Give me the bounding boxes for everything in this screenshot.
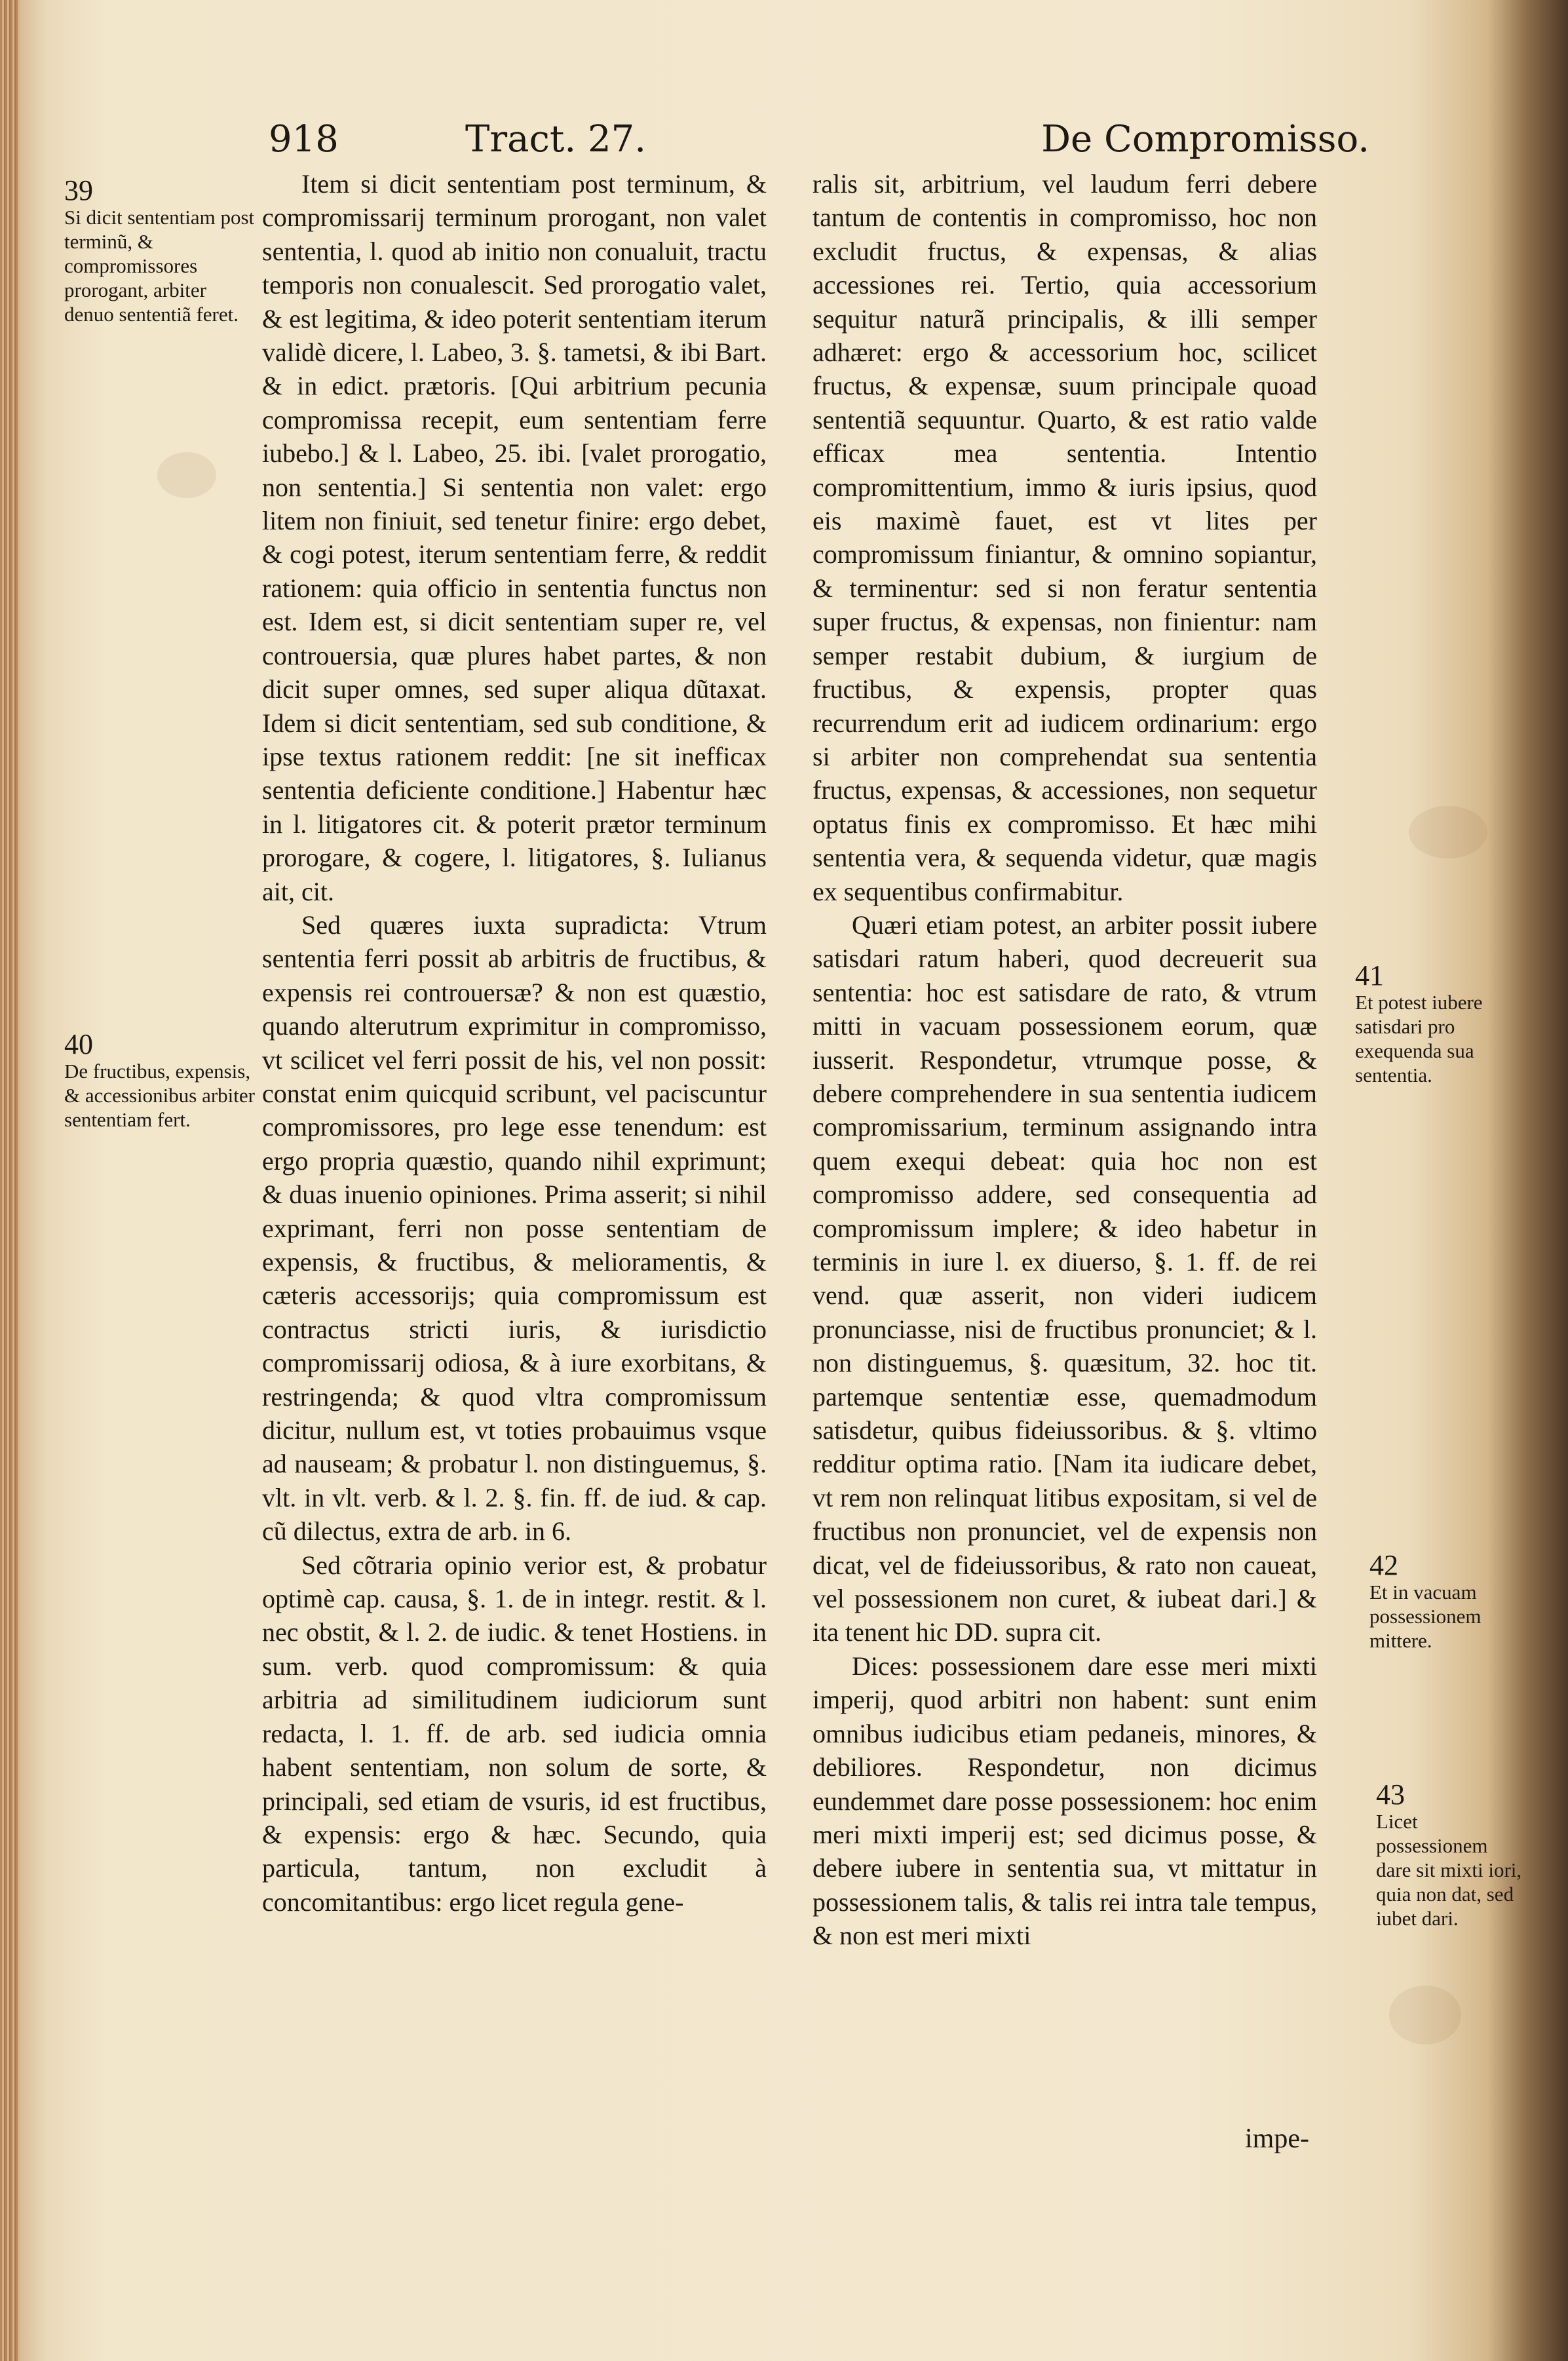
paragraph: Dices: possessionem dare esse meri mixti imperij, quod arbitri non habent: sunt enim omnibus iudicibus etiam pedaneis, minores, & debiliores. Respondetur, non dicimus eundemmet dare posse possessionem: hoc enim meri mixti imperij est; sed dicimus posse, & debere iubere in sententia sua, vt mittatur in possessionem talis, & talis rei intra tale tempus, & non est meri mixti: [813, 1651, 1317, 1951]
margin-note-text: Si dicit sententiam post terminũ, & compromissores prorogant, arbiter denuo sententiã feret.: [64, 206, 255, 326]
margin-note-43: [1376, 1778, 1527, 1930]
right-column: [813, 167, 1317, 1953]
paragraph: Sed cõtraria opinio verior est, & probatur optimè cap. causa, §. 1. de in integr. restit. & l. nec obstit, & l. 2. de iudic. & tenet Hostiens. in sum. verb. quod compromissum: & quia arbitria ad similitudinem iudiciorum sunt redacta, l. 1. ff. de arb. sed iudicia omnia habent sententiam, non solum de sorte, & principali, sed etiam de vsuris, id est fructibus, & expensis: ergo & hæc. Secundo, quia particula, tantum, non excludit à concomitantibus: ergo licet regula gene-: [262, 1550, 767, 1917]
page-number: 918: [269, 118, 339, 161]
margin-note-number: 43: [1376, 1778, 1405, 1811]
running-head: [269, 118, 1369, 170]
margin-note-number: 42: [1369, 1549, 1398, 1581]
stain: [1409, 806, 1487, 858]
paragraph: Quæri etiam potest, an arbiter possit iubere satisdari ratum haberi, quod decreuerit sua sententia: hoc est satisdare de rato, & vtrum mitti in vacuam possessionem eorum, quæ iusserit. Respondetur, vtrumque posse, & debere comprehendere in sua sententia iudicem compromissarium, terminum assignando intra quem exequi debeat: quia hoc non est compromisso addere, sed consequentia ad compromissum implere; & ideo habetur in terminis in iure l. ex diuerso, §. 1. ff. de rei vend. quæ asserit, non videri iudicem pronunciasse, nisi de fructibus pronunciet; & l. non distinguemus, §. quæsitum, 32. hoc tit. partemque sententiæ esse, quemadmodum satisdetur, quibus fideiussoribus. & §. vltimo redditur optima ratio. [Nam ita iudicare debet, vt rem non relinquat litibus expositam, si vel de fructibus non pronunciet, vel de expensis non dicat, vel de fideiussoribus, & rato non caueat, vel possessionem non curet, & iubeat dari.] & ita tenent hic DD. supra cit.: [813, 910, 1317, 1647]
margin-note-number: 41: [1355, 959, 1384, 991]
catchword: impe-: [1245, 2124, 1309, 2154]
margin-note-number: 39: [64, 174, 93, 206]
margin-note-text: Licet possessionem dare sit mixti iori, quia non dat, sed iubet dari.: [1376, 1810, 1522, 1930]
page-edge: [0, 0, 20, 2361]
margin-note-40: [64, 1028, 261, 1132]
paragraph: ralis sit, arbitrium, vel laudum ferri debere tantum de contentis in compromisso, hoc non excludit fructus, & expensas, & alias accessiones rei. Tertio, quia accessorium sequitur naturã principalis, & illi semper adhæret: ergo & accessorium hoc, scilicet fructus, & expensæ, suum principale quoad sententiã sequuntur. Quarto, & est ratio valde efficax mea sententia. Intentio compromittentium, immo & iuris ipsius, quod eis maximè fauet, est vt lites per compromissum finiantur, & omnino sopiantur, & terminentur: sed si non feratur sententia super fructus, & expensas, non finientur: nam semper restabit dubium, & iurgium de fructibus, & expensis, propter quas recurrendum erit ad iudicem ordinarium: ergo si arbiter non comprehendat sua sententia fructus, expensas, & accessiones, non sequetur optatus finis ex compromisso. Et hæc mihi sententia vera, & sequenda videtur, quæ magis ex sequentibus confirmabitur.: [813, 169, 1317, 906]
margin-note-text: Et in vacuam possessionem mittere.: [1369, 1581, 1482, 1652]
margin-note-39: [64, 174, 261, 326]
margin-note-text: De fructibus, expensis, & accessionibus arbiter sententiam fert.: [64, 1060, 255, 1131]
margin-note-42: [1369, 1549, 1527, 1653]
margin-note-41: [1355, 959, 1512, 1087]
running-title: De Compromisso.: [1041, 118, 1369, 161]
margin-note-text: Et potest iubere satisdari pro exequenda sua sententia.: [1355, 991, 1483, 1086]
stain: [157, 452, 216, 498]
tract-label: Tract. 27.: [465, 118, 647, 161]
paragraph: Item si dicit sententiam post terminum, & compromissarij terminum prorogant, non valet sententia, l. quod ab initio non conualuit, tractu temporis non conualescit. Sed prorogatio valet, & est legitima, & ideo poterit sententiam iterum validè dicere, l. Labeo, 3. §. tametsi, & ibi Bart. & in edict. prætoris. [Qui arbitrium pecunia compromissa recepit, eum sententiam ferre iubebo.] & l. Labeo, 25. ibi. [valet prorogatio, non sententia.] Si sententia non valet: ergo litem non finiuit, sed tenetur finire: ergo debet, & cogi potest, iterum sententiam ferre, & reddit rationem: quia officio in sententia functus non est. Idem est, si dicit sententiam super re, vel controuersia, quæ plures habet partes, & non dicit super omnes, sed super aliqua dũtaxat. Idem si dicit sententiam, sed sub conditione, & ipse textus rationem reddit: [ne sit inefficax sententia deficiente conditione.] Habentur hæc in l. litigatores cit. & poterit prætor terminum prorogare, & cogere, l. litigatores, §. Iulianus ait, cit.: [262, 169, 767, 906]
left-column: [262, 167, 767, 1919]
stain: [1389, 1986, 1461, 2044]
margin-note-number: 40: [64, 1028, 93, 1060]
paragraph: Sed quæres iuxta supradicta: Vtrum sententia ferri possit ab arbitris de fructibus, & expensis rei controuersæ? & non est quæstio, quando alterutrum exprimitur in compromisso, vt scilicet vel ferri possit de his, vel non possit: constat enim quicquid scribunt, vel paciscuntur compromissores, pro lege esse tenendum: est ergo propria quæstio, quando nihil exprimunt; & duas inuenio opiniones. Prima asserit; si nihil exprimant, ferri non posse sententiam de expensis, & fructibus, & melioramentis, & cæteris accessorijs; quia compromissum est contractus stricti iuris, & iurisdictio compromissarij odiosa, & à iure exorbitans, & restringenda; & quod vltra compromissum dicitur, nullum est, vt toties probauimus vsque ad nauseam; & probatur l. non distinguemus, §. vlt. in vlt. verb. & l. 2. §. fin. ff. de iud. & cap. cũ dilectus, extra de arb. in 6.: [262, 910, 767, 1546]
